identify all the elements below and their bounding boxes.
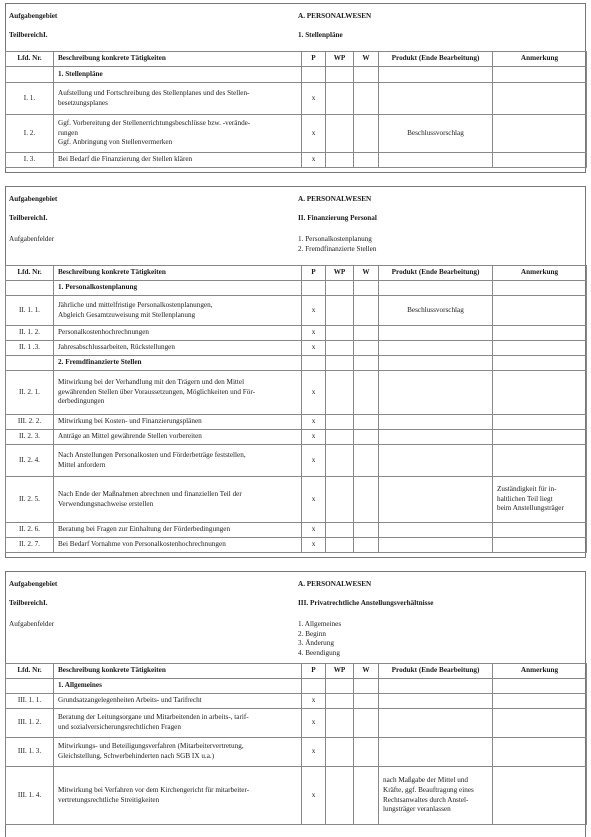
teilbereich-value: III. Privatrechtliche Anstellungsverhältnisse — [298, 599, 434, 607]
aufgabengebiet-label: Aufgabengebiet — [9, 12, 58, 20]
row-produkt — [379, 445, 493, 477]
section-row — [6, 356, 587, 371]
row-p-mark: x — [302, 445, 326, 477]
table-row — [6, 523, 587, 538]
aufgabengebiet-label: Aufgabengebiet — [9, 580, 58, 588]
row-description: Mitwirkung bei der Verhandlung mit den Trägern und den Mittel gewährenden Stellen über Voraussetzungen, Möglichkeiten und För- derbedingungen — [54, 371, 302, 415]
row-nr: II. 2. 6. — [6, 523, 54, 538]
table-row — [6, 538, 587, 553]
col-header-beschreibung: Beschreibung konkrete Tätigkeiten — [54, 266, 302, 281]
section-row — [6, 679, 587, 694]
row-produkt — [379, 430, 493, 445]
row-produkt: Beschlussvorschlag — [379, 115, 493, 153]
col-header-beschreibung: Beschreibung konkrete Tätigkeiten — [54, 52, 302, 67]
col-header-anmerkung: Anmerkung — [493, 266, 587, 281]
row-anmerkung — [493, 341, 587, 356]
row-nr: II. 1. 1. — [6, 296, 54, 326]
aufgabengebiet-label: Aufgabengebiet — [9, 195, 58, 203]
row-nr: III. 1. 3. — [6, 738, 54, 767]
table-row — [6, 296, 587, 326]
row-p-mark: x — [302, 296, 326, 326]
table-header-row — [6, 266, 587, 281]
table-row — [6, 477, 587, 523]
task-block-3 — [5, 571, 586, 837]
row-anmerkung — [493, 415, 587, 430]
row-p-mark: x — [302, 430, 326, 445]
row-description: Bei Bedarf Vornahme von Personalkostenhochrechnungen — [54, 538, 302, 553]
row-anmerkung — [493, 767, 587, 825]
task-table-2 — [5, 265, 587, 553]
table-row — [6, 371, 587, 415]
row-p-mark: x — [302, 371, 326, 415]
row-produkt — [379, 371, 493, 415]
row-anmerkung — [493, 738, 587, 767]
aufgabengebiet-value: A. PERSONALWESEN — [298, 580, 372, 588]
row-produkt — [379, 477, 493, 523]
row-nr: II. 1. 2. — [6, 326, 54, 341]
row-produkt — [379, 83, 493, 115]
row-anmerkung — [493, 694, 587, 709]
table-row — [6, 341, 587, 356]
section-title: 1. Personalkostenplanung — [54, 281, 302, 296]
row-description: Beratung der Leitungsorgane und Mitarbeitenden in arbeits-, tarif- und sozialversicherungsrechtlichen Fragen — [54, 709, 302, 738]
row-nr: III. 1. 2. — [6, 709, 54, 738]
row-description: Grundsatzangelegenheiten Arbeits- und Tarifrecht — [54, 694, 302, 709]
row-p-mark: x — [302, 538, 326, 553]
row-description: Mitwirkung bei Verfahren vor dem Kirchengericht für mitarbeiter- vertretungsrechtliche Streitigkeiten — [54, 767, 302, 825]
table-row — [6, 767, 587, 825]
row-p-mark: x — [302, 738, 326, 767]
section-title: 1. Stellenpläne — [54, 67, 302, 83]
row-nr: III. 1. 1. — [6, 694, 54, 709]
section-row — [6, 67, 587, 83]
row-produkt — [379, 738, 493, 767]
section-title: 1. Allgemeines — [54, 679, 302, 694]
col-header-w: W — [354, 266, 379, 281]
col-header-produkt: Produkt (Ende Bearbeitung) — [379, 52, 493, 67]
row-p-mark: x — [302, 326, 326, 341]
row-nr: II. 1 .3. — [6, 341, 54, 356]
section-row — [6, 281, 587, 296]
aufgabenfelder-value: 1. Allgemeines 2. Beginn 3. Änderung 4. Beendigung — [298, 620, 342, 658]
col-header-anmerkung: Anmerkung — [493, 664, 587, 679]
table-header-row — [6, 664, 587, 679]
row-description: Mitwirkungs- und Beteiligungsverfahren (Mitarbeitervertretung, Gleichstellung, Schwerbehinderten nach SGB IX u.a.) — [54, 738, 302, 767]
row-produkt — [379, 153, 493, 168]
row-p-mark: x — [302, 767, 326, 825]
col-header-w: W — [354, 52, 379, 67]
row-p-mark: x — [302, 694, 326, 709]
row-anmerkung — [493, 371, 587, 415]
teilbereich-value: 1. Stellenpläne — [298, 31, 343, 39]
row-anmerkung — [493, 430, 587, 445]
row-p-mark: x — [302, 153, 326, 168]
table-row — [6, 415, 587, 430]
col-header-nr: Lfd. Nr. — [6, 266, 54, 281]
row-p-mark: x — [302, 341, 326, 356]
row-produkt — [379, 538, 493, 553]
row-p-mark: x — [302, 477, 326, 523]
row-nr: III. 1. 4. — [6, 767, 54, 825]
row-anmerkung: Zuständigkeit für in- haltlichen Teil liegt beim Anstellungsträger — [493, 477, 587, 523]
row-produkt — [379, 694, 493, 709]
teilbereich-label: TeilbereichI. — [9, 599, 48, 607]
row-nr: I. 3. — [6, 153, 54, 168]
task-table-3 — [5, 663, 587, 825]
col-header-produkt: Produkt (Ende Bearbeitung) — [379, 266, 493, 281]
aufgabengebiet-value: A. PERSONALWESEN — [298, 12, 372, 20]
row-description: Nach Anstellungen Personalkosten und Förderbeträge feststellen, Mittel anfordern — [54, 445, 302, 477]
row-description: Anträge an Mittel gewährende Stellen vorbereiten — [54, 430, 302, 445]
row-p-mark: x — [302, 523, 326, 538]
aufgabenfelder-label: Aufgabenfelder — [9, 235, 55, 243]
col-header-beschreibung: Beschreibung konkrete Tätigkeiten — [54, 664, 302, 679]
row-produkt: nach Maßgabe der Mittel und Kräfte, ggf. Beauftragung eines Rechtsanwaltes durch Anstel- lungsträger veranlassen — [379, 767, 493, 825]
section-title: 2. Fremdfinanzierte Stellen — [54, 356, 302, 371]
row-p-mark: x — [302, 115, 326, 153]
row-nr: I. 1. — [6, 83, 54, 115]
col-header-nr: Lfd. Nr. — [6, 664, 54, 679]
aufgabenfelder-value: 1. Personalkostenplanung 2. Fremdfinanzierte Stellen — [298, 235, 377, 253]
table-row — [6, 694, 587, 709]
teilbereich-value: II. Finanzierung Personal — [298, 214, 377, 222]
row-anmerkung — [493, 523, 587, 538]
row-description: Jährliche und mittelfristige Personalkostenplanungen, Abgleich Gesamtzuweisung mit Stellenplanung — [54, 296, 302, 326]
table-row — [6, 445, 587, 477]
row-nr: I. 2. — [6, 115, 54, 153]
col-header-wp: WP — [326, 664, 354, 679]
row-p-mark: x — [302, 83, 326, 115]
row-nr: II. 2. 3. — [6, 430, 54, 445]
col-header-p: P — [302, 266, 326, 281]
table-row — [6, 83, 587, 115]
col-header-anmerkung: Anmerkung — [493, 52, 587, 67]
task-table-1 — [5, 51, 587, 168]
row-p-mark: x — [302, 415, 326, 430]
task-block-1 — [5, 3, 586, 173]
row-description: Bei Bedarf die Finanzierung der Stellen klären — [54, 153, 302, 168]
table-row — [6, 115, 587, 153]
row-description: Ggf. Vorbereitung der Stellenerrichtungsbeschlüsse bzw. -verände- rungen Ggf. Anbringung von Stellenvermerken — [54, 115, 302, 153]
row-nr: II. 2. 1. — [6, 371, 54, 415]
row-description: Beratung bei Fragen zur Einhaltung der Förderbedingungen — [54, 523, 302, 538]
col-header-w: W — [354, 664, 379, 679]
row-description: Nach Ende der Maßnahmen abrechnen und finanziellen Teil der Verwendungsnachweise erstellen — [54, 477, 302, 523]
aufgabengebiet-value: A. PERSONALWESEN — [298, 195, 372, 203]
row-anmerkung — [493, 445, 587, 477]
row-nr: II. 2. 4. — [6, 445, 54, 477]
table-row — [6, 709, 587, 738]
row-nr: II. 2. 7. — [6, 538, 54, 553]
row-nr: II. 2. 5. — [6, 477, 54, 523]
col-header-wp: WP — [326, 52, 354, 67]
row-description: Aufstellung und Fortschreibung des Stellenplanes und des Stellen- besetzungsplanes — [54, 83, 302, 115]
aufgabenfelder-label: Aufgabenfelder — [9, 620, 55, 628]
row-anmerkung — [493, 115, 587, 153]
col-header-nr: Lfd. Nr. — [6, 52, 54, 67]
col-header-p: P — [302, 52, 326, 67]
row-nr: III. 2. 2. — [6, 415, 54, 430]
table-row — [6, 326, 587, 341]
row-description: Jahresabschlussarbeiten, Rückstellungen — [54, 341, 302, 356]
table-row — [6, 153, 587, 168]
teilbereich-label: TeilbereichI. — [9, 31, 48, 39]
row-description: Mitwirkung bei Kosten- und Finanzierungsplänen — [54, 415, 302, 430]
row-anmerkung — [493, 153, 587, 168]
teilbereich-label: TeilbereichI. — [9, 214, 48, 222]
task-block-2 — [5, 186, 586, 558]
row-produkt — [379, 341, 493, 356]
row-produkt: Beschlussvorschlag — [379, 296, 493, 326]
row-produkt — [379, 415, 493, 430]
row-description: Personalkostenhochrechnungen — [54, 326, 302, 341]
table-row — [6, 430, 587, 445]
row-anmerkung — [493, 709, 587, 738]
row-produkt — [379, 523, 493, 538]
row-anmerkung — [493, 326, 587, 341]
row-anmerkung — [493, 83, 587, 115]
table-header-row — [6, 52, 587, 67]
col-header-produkt: Produkt (Ende Bearbeitung) — [379, 664, 493, 679]
row-produkt — [379, 326, 493, 341]
row-anmerkung — [493, 538, 587, 553]
table-row — [6, 738, 587, 767]
row-produkt — [379, 709, 493, 738]
row-p-mark: x — [302, 709, 326, 738]
col-header-wp: WP — [326, 266, 354, 281]
col-header-p: P — [302, 664, 326, 679]
row-anmerkung — [493, 296, 587, 326]
